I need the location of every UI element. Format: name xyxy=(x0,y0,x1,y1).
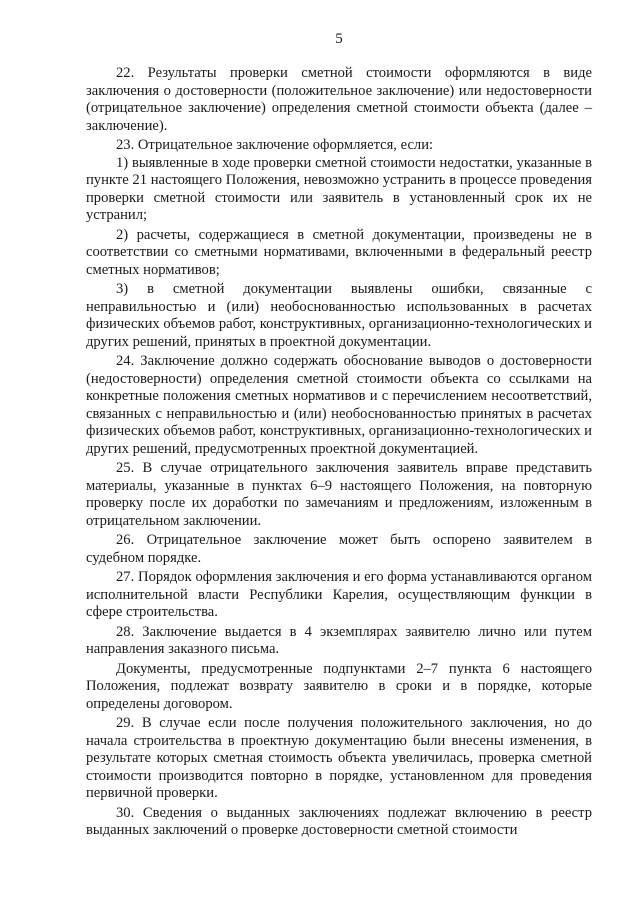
paragraph-22: 22. Результаты проверки сметной стоимости оформляются в виде заключения о достоверности (положительное заключение) или недостоверности (отрицательное заключение) определения сметной стоимости объекта (далее – заключение). xyxy=(86,65,592,134)
paragraph-23: 23. Отрицательное заключение оформляется, если: xyxy=(116,137,434,153)
paragraph-30: 30. Сведения о выданных заключениях подлежат включению в реестр выданных заключений о проверке достоверности сметной стоимости xyxy=(86,804,592,838)
page-number: 5 xyxy=(335,31,343,47)
paragraph-23-item-2: 2) расчеты, содержащиеся в сметной документации, произведены не в соответствии со сметными нормативами, включенными в федеральный реестр сметных нормативов; xyxy=(86,226,592,278)
paragraph-29: 29. В случае если после получения положительного заключения, но до начала строительства в проектную документацию были внесены изменения, в результате которых сметная стоимость объекта увеличилась, проверка сметной стоимости производится повторно в порядке, установленном для проведения первичной проверки. xyxy=(86,715,592,801)
paragraph-25: 25. В случае отрицательного заключения заявитель вправе представить материалы, указанные в пунктах 6–9 настоящего Положения, на повторную проверку после их доработки по замечаниям и предложениям, изложенным в отрицательном заключении. xyxy=(86,460,592,529)
paragraph-24: 24. Заключение должно содержать обоснование выводов о достоверности (недостоверности) определения сметной стоимости объекта со ссылками на конкретные положения сметных нормативов и с перечислением несоответствий, связанных с неправильностью и (или) необоснованностью принятых в расчетах физических объемов работ, конструктивных, организационно-технологических и других решений, предусмотренных проектной документацией. xyxy=(86,353,592,457)
paragraph-27: 27. Порядок оформления заключения и его форма устанавливаются органом исполнительной власти Республики Карелия, осуществляющим функции в сфере строительства. xyxy=(86,569,592,620)
paragraph-28-documents: Документы, предусмотренные подпунктами 2–7 пункта 6 настоящего Положения, подлежат возврату заявителю в сроки и в порядке, которые определены договором. xyxy=(86,660,592,712)
paragraph-28: 28. Заключение выдается в 4 экземплярах заявителю лично или путем направления заказного письма. xyxy=(86,623,592,657)
paragraph-23-item-1: 1) выявленные в ходе проверки сметной стоимости недостатки, указанные в пункте 21 настоящего Положения, невозможно устранить в процессе проведения проверки сметной стоимости или заявитель в установленный срок их не устранил; xyxy=(86,154,592,223)
paragraph-26: 26. Отрицательное заключение может быть оспорено заявителем в судебном порядке. xyxy=(86,532,592,566)
document-body xyxy=(86,65,592,840)
paragraph-23-item-3: 3) в сметной документации выявлены ошибки, связанные с неправильностью и (или) необоснованностью использованных в расчетах физических объемов работ, конструктивных, организационно-технологических и других решений, принятых в проектной документации. xyxy=(86,281,592,350)
